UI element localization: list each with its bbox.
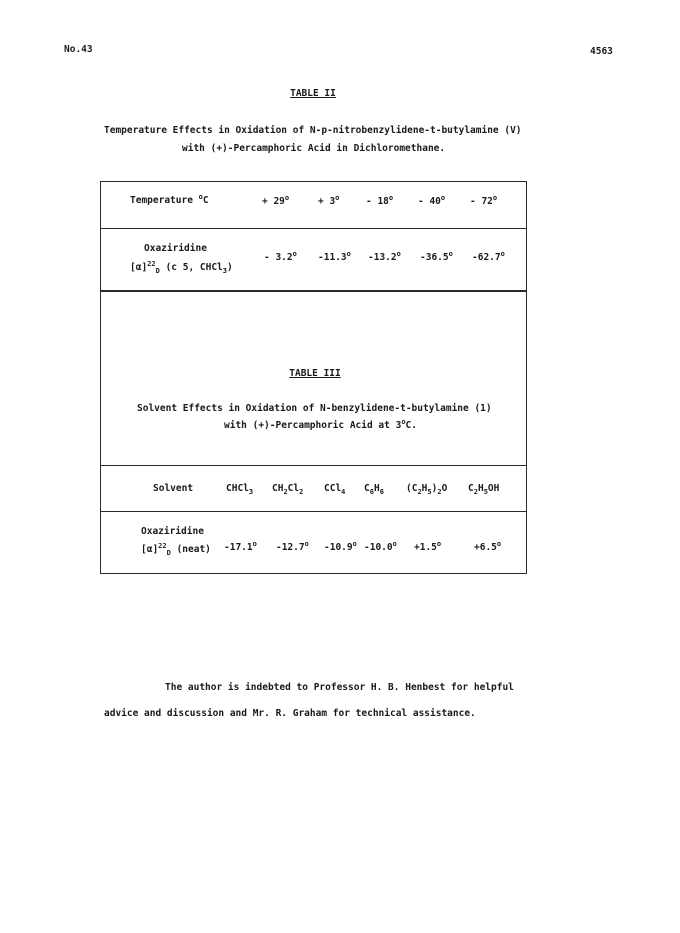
table-ii-rotation-label: $[\alpha]^{22}_D$ (c 5, CHCl$_3$) bbox=[130, 260, 233, 275]
table-iii-solvent-label: Solvent bbox=[153, 483, 194, 494]
table-iii-top-rule bbox=[100, 465, 527, 466]
table-iii-rotation-label: $[\alpha]^{22}_D$ (neat) bbox=[141, 542, 211, 557]
table-ii-rotation-cell: -13.2$^o$ bbox=[368, 250, 401, 263]
page-journal-number: No.43 bbox=[64, 44, 93, 55]
table-ii-temperature-label: Temperature $^o$C bbox=[130, 193, 209, 206]
page-number: 4563 bbox=[590, 46, 613, 57]
table-iii-oxaziridine-label: Oxaziridine bbox=[141, 526, 204, 537]
table-ii-caption-line2: with (+)-Percamphoric Acid in Dichloromethane. bbox=[182, 143, 446, 154]
table-ii-temp-cell: + $29^o$ bbox=[262, 194, 290, 207]
table-ii-rotation-cell: -36.5$^o$ bbox=[420, 250, 453, 263]
acknowledgement-line1: The author is indebted to Professor H. B. Henbest for helpful bbox=[165, 682, 514, 693]
table-ii-temp-cell: + $3^o$ bbox=[318, 194, 340, 207]
table-iii-rotation-cell: -12.7$^o$ bbox=[276, 540, 309, 553]
table-ii-oxaziridine-label: Oxaziridine bbox=[144, 243, 207, 254]
solvent-chcl3: CHCl$_3$ bbox=[226, 483, 254, 496]
table-iii-rotation-cell: $+1.5^o$ bbox=[414, 540, 442, 553]
table-iii-rotation-cell: -10.9$^o$ bbox=[324, 540, 357, 553]
table-ii-rotation-cell: -11.3$^o$ bbox=[318, 250, 351, 263]
table-iii-caption-line2: with (+)-Percamphoric Acid at 3$^o$C. bbox=[224, 418, 417, 431]
table-ii-rotation-cell: - 3.2$^o$ bbox=[264, 250, 297, 263]
table-ii-bottom-rule bbox=[100, 290, 527, 292]
table-ii-temp-cell: - 72$^o$ bbox=[470, 194, 498, 207]
solvent-diethyl-ether: $(C_2H_5)_2O$ bbox=[406, 483, 448, 496]
solvent-c6h6: $C_6H_6$ bbox=[364, 483, 384, 496]
table-iii-rotation-cell: -10.0$^o$ bbox=[364, 540, 397, 553]
table-iii-rotation-cell: $+6.5^o$ bbox=[474, 540, 502, 553]
table-iii-caption-line1: Solvent Effects in Oxidation of N-benzylidene-t-butylamine (1) bbox=[137, 403, 492, 414]
acknowledgement-line2: advice and discussion and Mr. R. Graham for technical assistance. bbox=[104, 708, 476, 719]
table-iii-label: TABLE III bbox=[289, 368, 341, 379]
table-iii-rotation-cell: -17.1$^o$ bbox=[224, 540, 257, 553]
solvent-ccl4: CCl$_4$ bbox=[324, 483, 346, 496]
table-ii-row-divider bbox=[100, 228, 527, 229]
table-ii-caption-line1: Temperature Effects in Oxidation of N-p-nitrobenzylidene-t-butylamine (V) bbox=[104, 125, 522, 136]
table-ii-temp-cell: - 18$^o$ bbox=[366, 194, 394, 207]
table-ii-rotation-cell: -62.7$^o$ bbox=[472, 250, 505, 263]
solvent-ch2cl2: $CH_2Cl_2$ bbox=[272, 483, 304, 496]
table-ii-temp-cell: - 40$^o$ bbox=[418, 194, 446, 207]
table-iii-row-divider bbox=[100, 511, 527, 512]
table-ii-label: TABLE II bbox=[290, 88, 336, 99]
solvent-ethanol: $C_2H_5OH$ bbox=[468, 483, 500, 496]
